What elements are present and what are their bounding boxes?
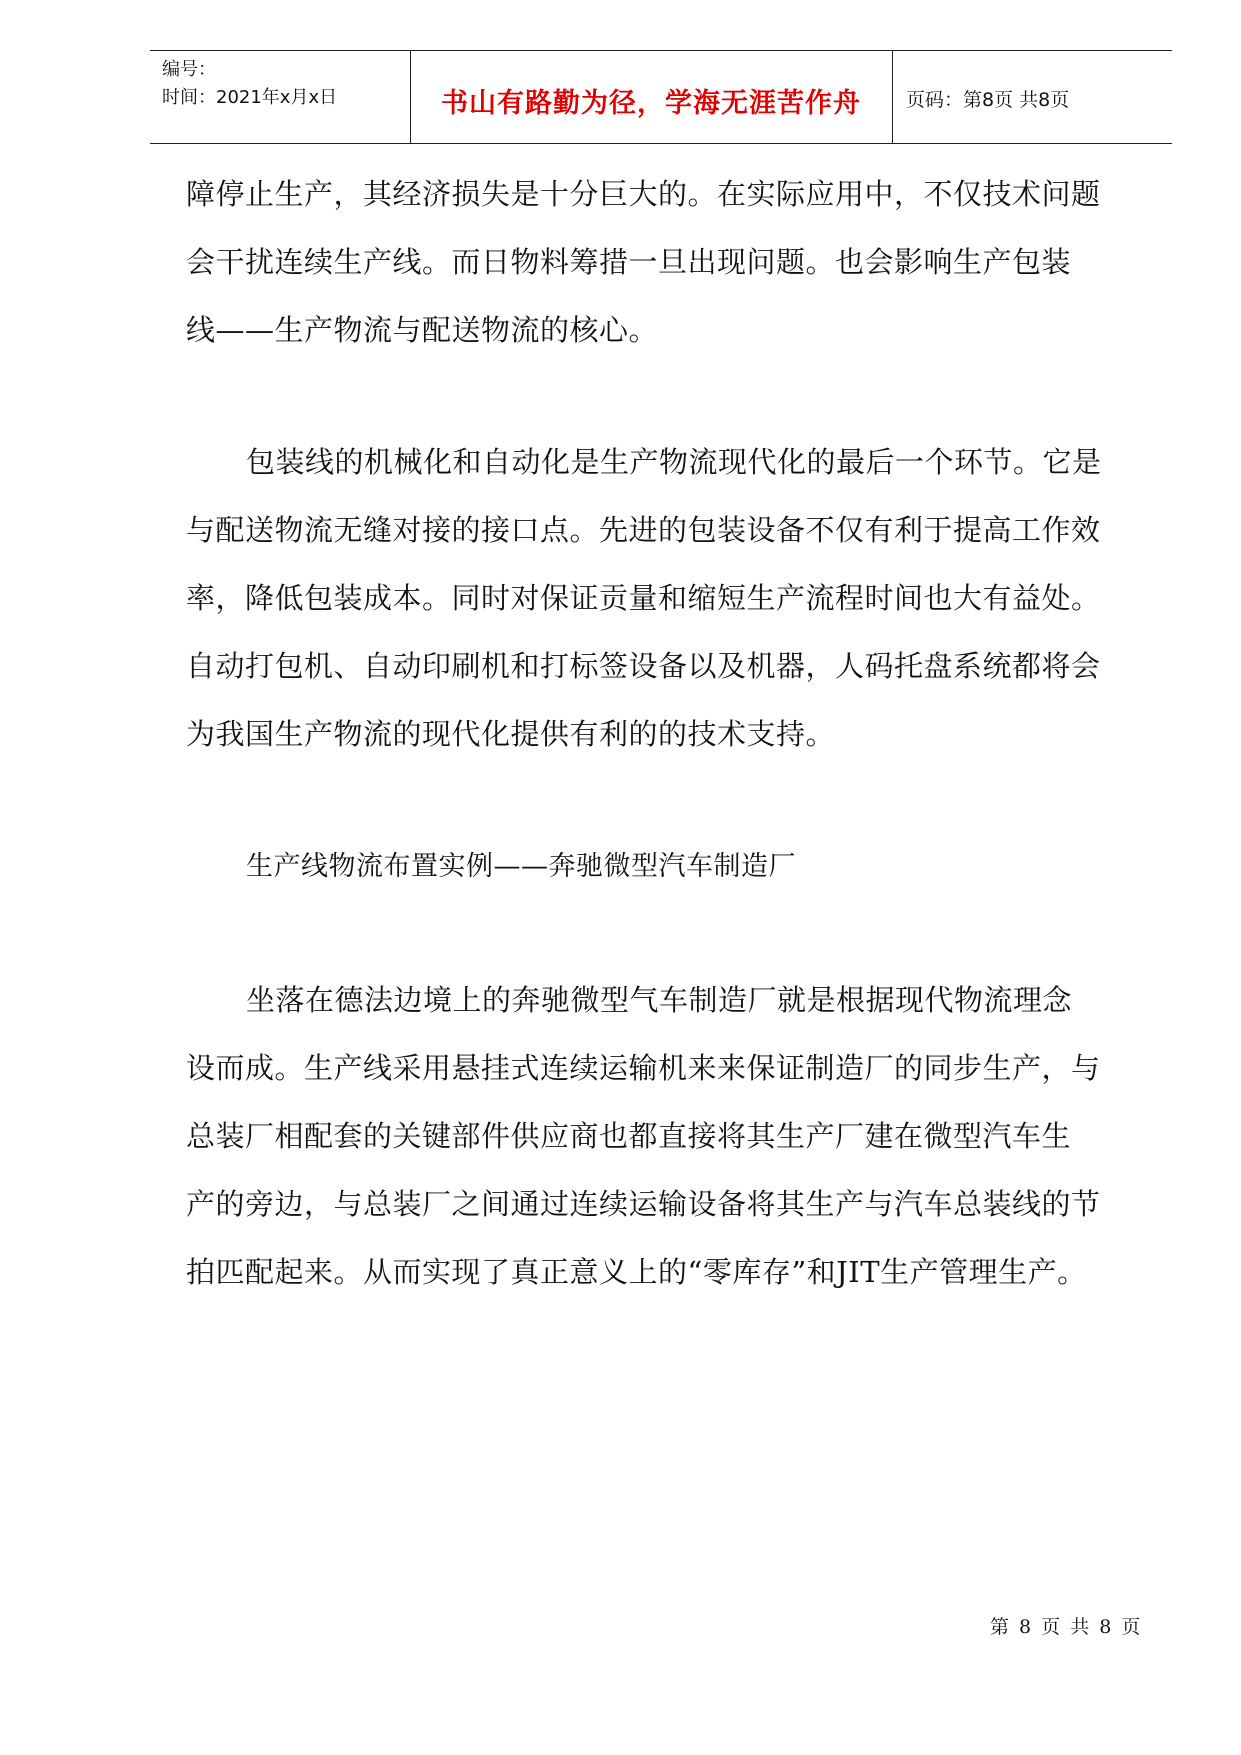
- header-info-cell: [150, 51, 411, 143]
- header-page-cell: [892, 51, 1172, 143]
- body-line: 与配送物流无缝对接的接口点。先进的包装设备不仅有利于提高工作效: [186, 513, 1101, 547]
- page-footer: 第 8 页 共 8 页: [990, 1616, 1143, 1638]
- body-line: 为我国生产物流的现代化提供有利的的技术支持。: [186, 717, 836, 751]
- page-header: [150, 50, 1172, 144]
- body-line: 率，降低包装成本。同时对保证贡量和缩短生产流程时间也大有益处。: [186, 581, 1101, 615]
- header-page-code: 页码：第8页 共8页: [906, 89, 1070, 111]
- document-number-label: 编号：: [162, 59, 216, 80]
- body-line: 障停止生产，其经济损失是十分巨大的。在实际应用中，不仅技术问题: [186, 177, 1101, 211]
- body-line: 会干扰连续生产线。而日物料筹措一旦出现问题。也会影响生产包装: [186, 245, 1072, 279]
- body-line: 总装厂相配套的关键部件供应商也都直接将其生产厂建在微型汽车生: [186, 1119, 1072, 1153]
- body-line: 产的旁边，与总装厂之间通过连续运输设备将其生产与汽车总装线的节: [186, 1187, 1101, 1221]
- body-line: 自动打包机、自动印刷机和打标签设备以及机器，人码托盘系统都将会: [186, 649, 1101, 683]
- body-line: 包装线的机械化和自动化是生产物流现代化的最后一个环节。它是: [246, 445, 1102, 479]
- body-line: 线——生产物流与配送物流的核心。: [186, 313, 659, 347]
- section-heading: 生产线物流布置实例——奔驰微型汽车制造厂: [246, 851, 796, 882]
- document-time-label: 时间：2021年x月x日: [162, 87, 338, 108]
- header-motto-cell: [410, 51, 893, 143]
- body-line: 设而成。生产线采用悬挂式连续运输机来来保证制造厂的同步生产，与: [186, 1051, 1101, 1085]
- header-motto: 书山有路勤为径，学海无涯苦作舟: [441, 88, 861, 119]
- body-line: 坐落在德法边境上的奔驰微型气车制造厂就是根据现代物流理念: [246, 983, 1073, 1017]
- body-line: 拍匹配起来。从而实现了真正意义上的“零库存”和JIT生产管理生产。: [186, 1255, 1087, 1289]
